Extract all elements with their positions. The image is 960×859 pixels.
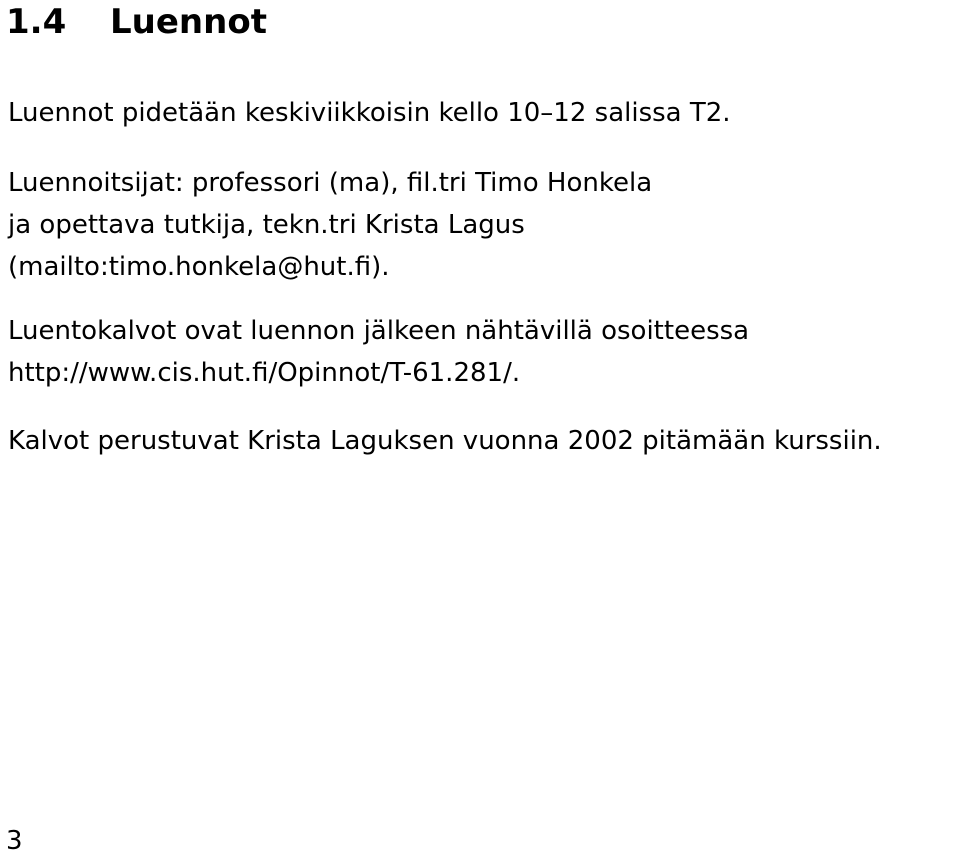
paragraph-slides-basis: [8, 420, 882, 462]
paragraph-line: Luennoitsijat: professori (ma), fil.tri Timo Honkela: [8, 168, 653, 198]
page-number: 3: [6, 826, 23, 856]
paragraph-line: Kalvot perustuvat Krista Laguksen vuonna 2002 pitämään kurssiin.: [8, 426, 882, 456]
paragraph-slides: [8, 310, 749, 394]
paragraph-line: Luennot pidetään keskiviikkoisin kello 10–12 salissa T2.: [8, 98, 731, 128]
paragraph-lecturers: [8, 162, 652, 288]
section-title: Luennot: [110, 2, 267, 42]
paragraph-lecture-time: [8, 92, 731, 134]
section-number: 1.4: [6, 2, 67, 42]
paragraph-line: Luentokalvot ovat luennon jälkeen nähtävillä osoitteessa: [8, 316, 750, 346]
paragraph-line: ja opettava tutkija, tekn.tri Krista Lagus: [8, 210, 525, 240]
section-heading: [6, 0, 267, 44]
course-url-link[interactable]: http://www.cis.hut.fi/Opinnot/T-61.281/.: [8, 358, 521, 388]
email-link[interactable]: (mailto:timo.honkela@hut.fi).: [8, 252, 390, 282]
